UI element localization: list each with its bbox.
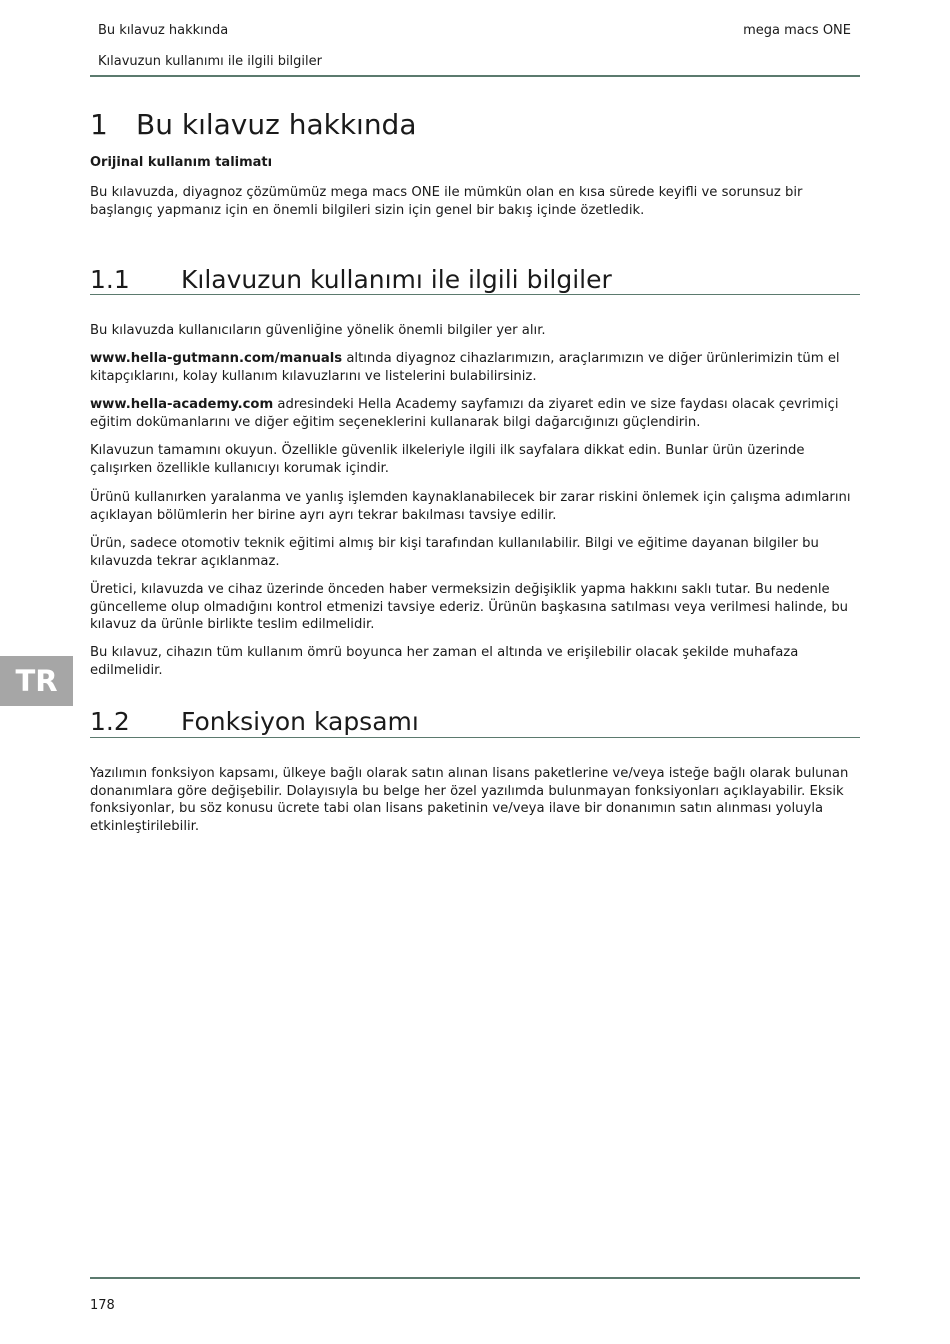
section-1-2-number: 1.2 [90, 707, 130, 736]
paragraph: Kılavuzun tamamını okuyun. Özellikle güvenlik ilkeleriyle ilgili ilk sayfalara dikkat edin. Bunlar ürün üzerinde çalışırken özellikle kullanıcıyı korumak içindir. [90, 443, 805, 476]
section-1-1-number: 1.1 [90, 265, 130, 294]
section-1-2-divider [90, 737, 860, 738]
section-1-2-title: Fonksiyon kapsamı [181, 707, 419, 736]
footer-divider [90, 1277, 860, 1279]
section-1-1-divider [90, 294, 860, 295]
page-number: 178 [90, 1298, 115, 1313]
manuals-link[interactable]: www.hella-gutmann.com/manuals [90, 351, 343, 366]
section-1-2-heading [90, 707, 419, 736]
section-1-1-title: Kılavuzun kullanımı ile ilgili bilgiler [181, 265, 612, 294]
chapter-title: Bu kılavuz hakkında [136, 108, 417, 141]
chapter-intro: Bu kılavuzda, diyagnoz çözümümüz mega macs ONE ile mümkün olan en kısa sürede keyifli ve sorunsuz bir başlangıç yapmanız için en önemli bilgileri sizin için genel bir bakış içinde özetledik. [90, 185, 803, 218]
language-tab: TR [0, 656, 73, 706]
chapter-heading [90, 108, 417, 141]
paragraph: Bu kılavuz, cihazın tüm kullanım ömrü boyunca her zaman el altında ve erişilebilir olacak şekilde muhafaza edilmelidir. [90, 645, 799, 678]
paragraph: Ürün, sadece otomotiv teknik eğitimi almış bir kişi tarafından kullanılabilir. Bilgi ve eğitime dayanan bilgiler bu kılavuzda tekrar açıklanmaz. [90, 536, 819, 569]
header-divider [90, 75, 860, 77]
paragraph: Üretici, kılavuzda ve cihaz üzerinde önceden haber vermeksizin değişiklik yapma hakkını saklı tutar. Bu nedenle güncelleme olup olmadığını kontrol etmenizi tavsiye ederiz. Ürünün başkasına satılması veya verilmesi halinde, bu kılavuz da ürünle birlikte teslim edilmelidir. [90, 582, 849, 632]
section-1-1-heading [90, 265, 612, 294]
running-header-section: Kılavuzun kullanımı ile ilgili bilgiler [98, 54, 322, 69]
running-header-product: mega macs ONE [743, 23, 851, 38]
paragraph: Bu kılavuzda kullanıcıların güvenliğine yönelik önemli bilgiler yer alır. [90, 323, 546, 338]
paragraph: Yazılımın fonksiyon kapsamı, ülkeye bağlı olarak satın alınan lisans paketlerine ve/veya isteğe bağlı olarak bulunan donanımlara göre değişebilir. Dolayısıyla bu belge her özel yazılımda bulunmayan fonksiyonları açıklayabilir. Eksik fonksiyonlar, bu söz konusu ücrete tabi olan lisans paketinin ve/veya ilave bir donanımın satın alınması yoluyla etkinleştirilebilir. [90, 766, 849, 834]
chapter-number: 1 [90, 108, 108, 141]
academy-link[interactable]: www.hella-academy.com [90, 397, 274, 412]
paragraph: Ürünü kullanırken yaralanma ve yanlış işlemden kaynaklanabilecek bir zarar riskini önlemek için çalışma adımlarını açıklayan bölümlerin her birine ayrı ayrı tekrar bakılması tavsiye edilir. [90, 490, 851, 523]
paragraph-manuals: www.hella-gutmann.com/manuals altında diyagnoz cihazlarımızın, araçlarımızın ve diğer ürünlerimizin tüm el kitapçıklarını, kolay kullanım kılavuzlarını ve listelerini bulabilirsiniz. [90, 351, 840, 384]
chapter-subtitle: Orijinal kullanım talimatı [90, 155, 273, 170]
paragraph-academy: www.hella-academy.com adresindeki Hella Academy sayfamızı da ziyaret edin ve size faydası olacak çevrimiçi eğitim dokümanlarını ve diğer eğitim seçeneklerini kullanarak bilgi dağarcığınızı güçlendirin. [90, 397, 839, 430]
running-header-chapter: Bu kılavuz hakkında [98, 23, 229, 38]
